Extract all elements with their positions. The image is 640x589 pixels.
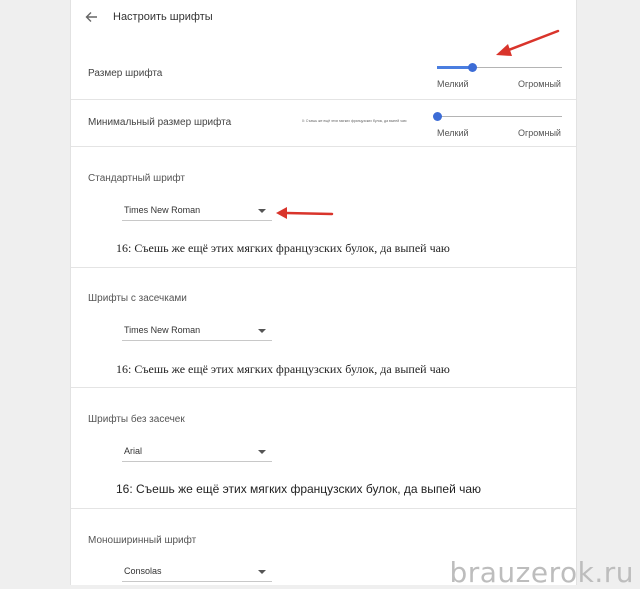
font-size-label: Размер шрифта [88, 68, 163, 79]
divider [71, 99, 576, 100]
sans-font-select[interactable] [122, 445, 272, 462]
chevron-down-icon [258, 570, 266, 574]
serif-font-select[interactable] [122, 324, 272, 341]
min-font-size-max-label: Огромный [518, 128, 561, 138]
standard-font-title: Стандартный шрифт [88, 173, 185, 184]
min-font-size-slider[interactable] [437, 111, 562, 123]
chevron-down-icon [258, 329, 266, 333]
chevron-down-icon [258, 209, 266, 213]
divider [71, 146, 576, 147]
sans-font-title: Шрифты без засечек [88, 414, 185, 425]
watermark: brauzerok.ru [449, 556, 634, 589]
divider [71, 387, 576, 388]
divider [71, 267, 576, 268]
mono-font-title: Моноширинный шрифт [88, 535, 197, 546]
settings-card [70, 0, 577, 585]
sans-font-sample: 16: Съешь же ещё этих мягких французских булок, да выпей чаю [116, 482, 482, 496]
mono-font-value: Consolas [124, 566, 162, 576]
serif-font-value: Times New Roman [124, 325, 201, 335]
min-font-size-min-label: Мелкий [437, 128, 469, 138]
serif-font-sample: 16: Съешь же ещё этих мягких французских булок, да выпей чаю [116, 362, 450, 376]
serif-font-title: Шрифты с засечками [88, 293, 187, 304]
arrow-left-icon[interactable] [85, 9, 99, 25]
slider-knob[interactable] [468, 63, 477, 72]
font-size-max-label: Огромный [518, 79, 561, 89]
font-size-min-label: Мелкий [437, 79, 469, 89]
standard-font-value: Times New Roman [124, 205, 201, 215]
standard-font-sample: 16: Съешь же ещё этих мягких французских булок, да выпей чаю [116, 241, 450, 255]
slider-knob[interactable] [433, 112, 442, 121]
min-font-size-label: Минимальный размер шрифта [88, 117, 232, 128]
sans-font-value: Arial [124, 446, 143, 456]
standard-font-select[interactable] [122, 204, 272, 221]
slider-fill [437, 66, 472, 69]
chevron-down-icon [258, 450, 266, 454]
slider-track [437, 116, 562, 117]
min-font-size-preview: 0: Съешь же ещё этих мягких французских булок, да выпей чаю [302, 119, 407, 123]
font-size-slider[interactable] [437, 62, 562, 74]
mono-font-select[interactable] [122, 565, 272, 582]
header [71, 0, 576, 40]
page-title: Настроить шрифты [113, 11, 213, 23]
divider [71, 508, 576, 509]
